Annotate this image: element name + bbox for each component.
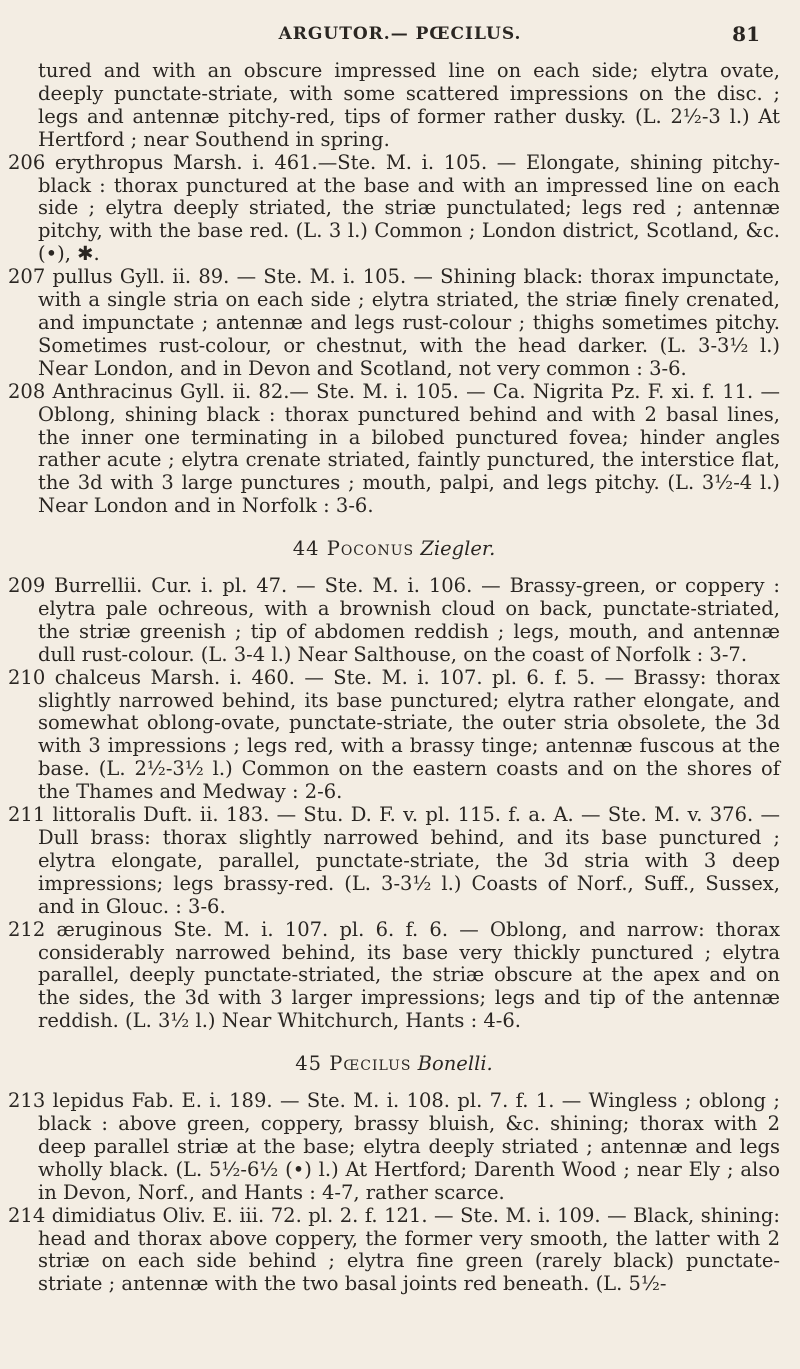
genus-author: Ziegler. xyxy=(420,537,496,561)
genus-name: 45 Pœcilus xyxy=(295,1052,412,1076)
species-entry-214: 214 dimidiatus Oliv. E. iii. 72. pl. 2. f. 121. — Ste. M. i. 109. — Black, shining: head and thorax above coppery, the former very smooth, the latter with 2 striæ on each side behind ; elytra fine green (rarely black) punctate-striate ; antennæ with the two basal joints red beneath. (L. 5½- xyxy=(8,1203,780,1296)
running-head: ARGUTOR.— PŒCILUS. xyxy=(278,24,522,44)
genus-name: 44 Poconus xyxy=(292,537,415,561)
species-entry-209: 209 Burrellii. Cur. i. pl. 47. — Ste. M. i. 106. — Brassy-green, or coppery : elytra pale ochreous, with a brownish cloud on back, punctate-striated, the striæ greenish ; tip of abdomen reddish ; legs, mouth, and antennæ dull rust-colour. (L. 3-4 l.) Near Salthouse, on the coast of Norfolk : 3-7. xyxy=(8,574,781,666)
body-text xyxy=(8,60,780,1296)
page-header xyxy=(0,14,800,54)
page-number: 81 xyxy=(732,22,760,46)
species-entry-208: 208 Anthracinus Gyll. ii. 82.— Ste. M. i. 105. — Ca. Nigrita Pz. F. xi. f. 11. — Oblong, shining black : thorax punctured behind and with 2 basal lines, the inner one terminating in a bilobed punctured fovea; hinder angles rather acute ; elytra crenate striated, faintly punctured, the interstice flat, the 3d with 3 large punctures ; mouth, palpi, and legs pitchy. (L. 3½-4 l.) Near London and in Norfolk : 3-6. xyxy=(8,379,780,518)
entries-group-a xyxy=(8,152,780,519)
continued-entry: tured and with an obscure impressed line on each side; elytra ovate, deeply punctate-striate, with some scattered impressions on the disc. ; legs and antennæ pitchy-red, tips of former rather dusky. (L. 2½-3 l.) At Hertford ; near Southend in spring. xyxy=(38,59,780,151)
genus-heading-poecilus xyxy=(8,1053,780,1076)
species-entry-210: 210 chalceus Marsh. i. 460. — Ste. M. i. 107. pl. 6. f. 5. — Brassy: thorax slightly narrowed behind, its base punctured; elytra rather elongate, and somewhat oblong-ovate, punctate-striate, the outer stria obsolete, the 3d with 3 impressions ; legs red, with a brassy tinge; antennæ fuscous at the base. (L. 2½-3½ l.) Common on the eastern coasts and on the shores of the Thames and Medway : 2-6. xyxy=(8,665,780,804)
species-entry-212: 212 æruginous Ste. M. i. 107. pl. 6. f. 6. — Oblong, and narrow: thorax considerably narrowed behind, its base very thickly punctured ; elytra parallel, deeply punctate-striated, the striæ obscure at the apex and on the sides, the 3d with 3 larger impressions; legs and tip of the antennæ reddish. (L. 3½ l.) Near Whitchurch, Hants : 4-6. xyxy=(8,917,780,1033)
genus-author: Bonelli. xyxy=(417,1052,493,1076)
species-entry-213: 213 lepidus Fab. E. i. 189. — Ste. M. i. 108. pl. 7. f. 1. — Wingless ; oblong ; black : above green, coppery, brassy bluish, &c. shining; thorax with 2 deep parallel striæ at the base; elytra deeply striated ; antennæ and legs wholly black. (L. 5½-6½ (•) l.) At Hertford; Darenth Wood ; near Ely ; also in Devon, Norf., and Hants : 4-7, rather scarce. xyxy=(8,1089,780,1204)
species-entry-206: 206 erythropus Marsh. i. 461.—Ste. M. i. 105. — Elongate, shining pitchy-black : thorax punctured at the base and with an impressed line on each side ; elytra deeply striated, the striæ punctulated; legs red ; antennæ pitchy, with the base red. (L. 3 l.) Common ; London district, Scotland, &c. (•), ✱. xyxy=(8,150,780,266)
species-entry-211: 211 littoralis Duft. ii. 183. — Stu. D. F. v. pl. 115. f. a. A. — Ste. M. v. 376. — Dull brass: thorax slightly narrowed behind, and its base punctured ; elytra elongate, parallel, punctate-striate, the 3d stria with 3 deep impressions; legs brassy-red. (L. 3-3½ l.) Coasts of Norf., Suff., Sussex, and in Glouc. : 3-6. xyxy=(8,803,780,918)
entries-group-c xyxy=(8,1090,780,1296)
genus-heading-poconus xyxy=(8,538,780,561)
species-entry-207: 207 pullus Gyll. ii. 89. — Ste. M. i. 105. — Shining black: thorax impunctate, with a single stria on each side ; elytra striated, the striæ finely crenated, and impunctate ; antennæ and legs rust-colour ; thighs sometimes pitchy. Sometimes rust-colour, or chestnut, with the head darker. (L. 3-3½ l.) Near London, and in Devon and Scotland, not very common : 3-6. xyxy=(8,265,780,380)
entries-group-b xyxy=(8,575,780,1033)
